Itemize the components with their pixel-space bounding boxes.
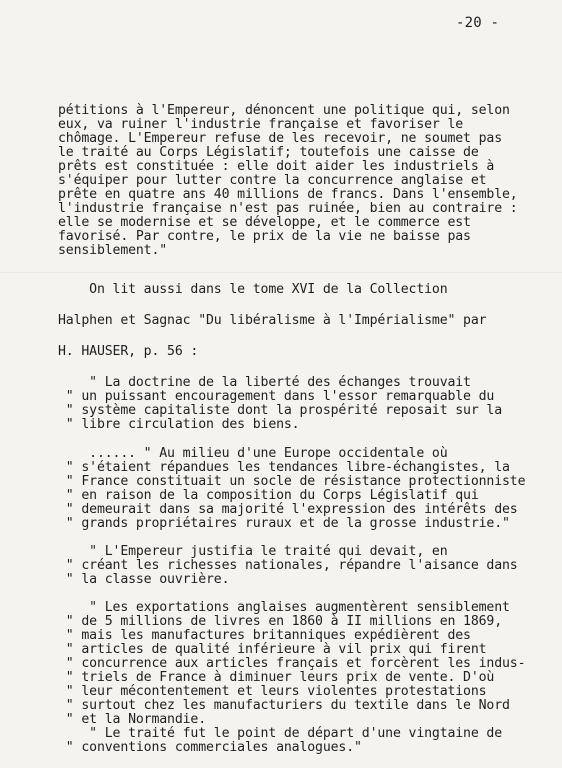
- text-line-quote1: s'équiper pour lutter contre la concurrence anglaise et: [58, 173, 487, 188]
- text-line-quote3: " L'Empereur justifia le traité qui devait, en: [58, 544, 448, 559]
- text-line-body: H. HAUSER, p. 56 :: [58, 344, 199, 359]
- text-line-quote4: " Le traité fut le point de départ d'une vingtaine de: [58, 726, 503, 741]
- paper-fold-mark: [0, 272, 562, 273]
- text-line-quote1: elle se modernise et se développe, et le commerce est: [58, 215, 471, 230]
- text-line-quote2: " France constituait un socle de résistance protectionniste: [58, 474, 526, 489]
- text-line-quote1: favorisé. Par contre, le prix de la vie ne baisse pas: [58, 229, 471, 244]
- text-line-quote2: " libre circulation des biens.: [58, 417, 300, 432]
- text-line-quote4: " et la Normandie.: [58, 712, 207, 727]
- text-line-quote1: prête en quatre ans 40 millions de francs. Dans l'ensemble,: [58, 187, 518, 202]
- text-line-quote1: l'industrie française n'est pas ruinée, bien au contraire :: [58, 201, 518, 216]
- text-line-quote4: " surtout chez les manufacturiers du textile dans le Nord: [58, 698, 510, 713]
- page-number: -20 -: [456, 15, 500, 31]
- text-line-quote2: " La doctrine de la liberté des échanges trouvait: [58, 375, 471, 390]
- text-line-quote3: " la classe ouvrière.: [58, 572, 230, 587]
- text-line-quote1: le traité au Corps Législatif; toutefois une caisse de: [58, 145, 479, 160]
- text-line-quote2: " demeurait dans sa majorité l'expression des intérêts des: [58, 502, 518, 517]
- text-line-quote4: " articles de qualité inférieure à vil prix qui firent: [58, 642, 487, 657]
- text-line-quote3: " créant les richesses nationales, répandre l'aisance dans: [58, 558, 518, 573]
- text-line-quote4: " mais les manufactures britanniques expédièrent des: [58, 628, 471, 643]
- text-line-quote2: " système capitaliste dont la prospérité reposait sur la: [58, 403, 503, 418]
- text-line-quote2: ...... " Au milieu d'une Europe occidentale où: [58, 446, 448, 461]
- text-line-quote2: " un puissant encouragement dans l'essor remarquable du: [58, 389, 495, 404]
- text-line-quote1: eux, va ruiner l'industrie française et favoriser le: [58, 117, 464, 132]
- text-line-quote2: " s'étaient répandues les tendances libre-échangistes, la: [58, 460, 510, 475]
- text-line-body: Halphen et Sagnac "Du libéralisme à l'Impérialisme" par: [58, 313, 487, 328]
- text-line-quote4: " triels de France à diminuer leurs prix de vente. D'où: [58, 670, 495, 685]
- text-line-quote4: " conventions commerciales analogues.": [58, 740, 362, 755]
- text-line-quote4: " de 5 millions de livres en 1860 à II millions en 1869,: [58, 614, 503, 629]
- text-line-quote2: " en raison de la composition du Corps Législatif qui: [58, 488, 479, 503]
- text-line-quote1: sensiblement.": [58, 243, 168, 258]
- text-line-quote1: pétitions à l'Empereur, dénoncent une politique qui, selon: [58, 103, 510, 118]
- text-line-quote4: " concurrence aux articles français et forcèrent les indus-: [58, 656, 526, 671]
- text-line-quote1: prêts est constituée : elle doit aider les industriels à: [58, 159, 495, 174]
- text-line-quote4: " Les exportations anglaises augmentèrent sensiblement: [58, 600, 510, 615]
- text-line-quote4: " leur mécontentement et leurs violentes protestations: [58, 684, 487, 699]
- text-line-body: On lit aussi dans le tome XVI de la Collection: [58, 282, 448, 297]
- text-line-quote2: " grands propriétaires ruraux et de la grosse industrie.": [58, 516, 510, 531]
- text-line-quote1: chômage. L'Empereur refuse de les recevoir, ne soumet pas: [58, 131, 503, 146]
